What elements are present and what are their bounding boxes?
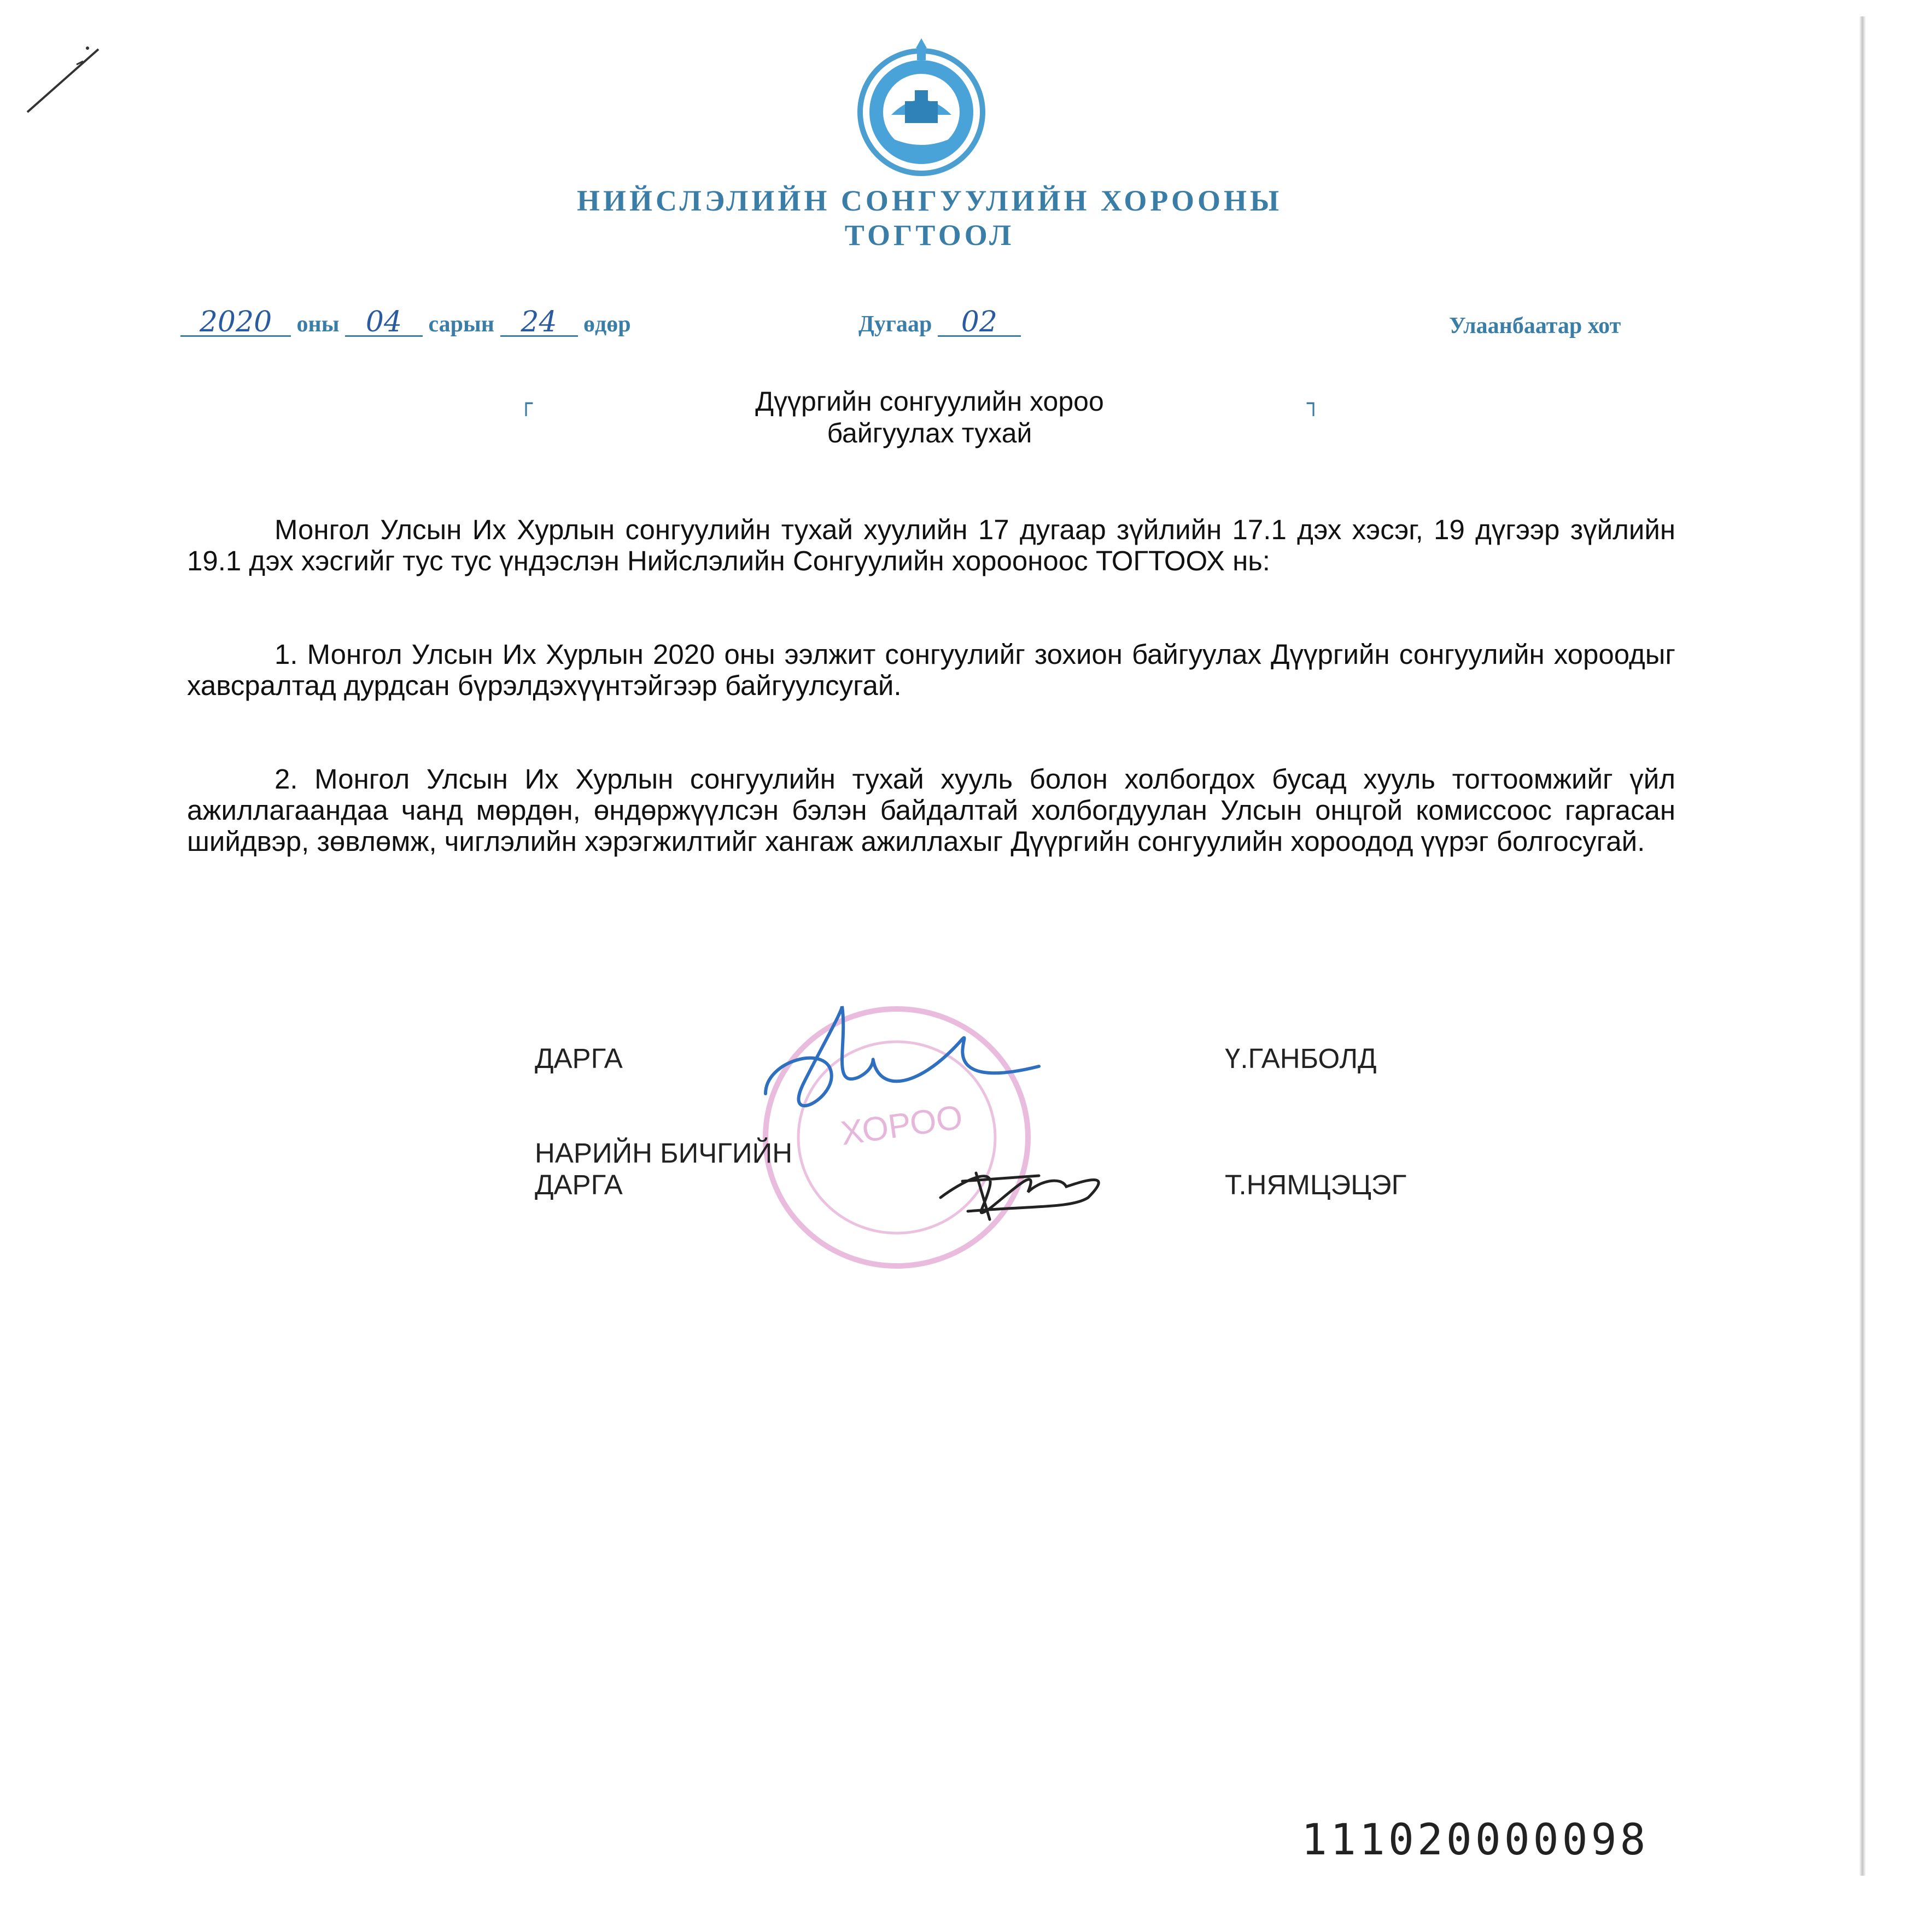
date-day: 24: [500, 309, 578, 337]
number-value: 02: [938, 309, 1021, 337]
subject-line1: Дүүргийн сонгуулийн хороо: [755, 386, 1104, 417]
subject-line2: байгуулах тухай: [827, 418, 1032, 448]
number-label: Дугаар: [858, 312, 932, 337]
bracket-left-icon: ┌: [519, 391, 533, 416]
header-title-line2: ТОГТООЛ: [844, 219, 1015, 252]
subject: [601, 386, 1258, 449]
resolution-number: [858, 306, 1021, 338]
document-serial-number: 111020000098: [1301, 1816, 1649, 1865]
date-line: [180, 306, 631, 338]
paragraph-item-1: 1. Монгол Улсын Их Хурлын 2020 оны ээлжит сонгуулийг зохион байгуулах Дүүргийн сонгуулийн хороодыг хавсралтад дурдсан бүрэлдэхүүнтэйгээр байгуулсугай.: [187, 639, 1675, 701]
body-item-2: [187, 763, 1675, 857]
date-year-suffix: оны: [296, 312, 340, 337]
seal-text: ХОРОО: [838, 1098, 965, 1153]
paragraph-item-2: 2. Монгол Улсын Их Хурлын сонгуулийн тухай хууль болон холбогдох бусад хууль тогтоомжийг үйл ажиллагаандаа чанд мөрдөн, өндөржүүлсэн бэлэн байдалтай холбогдуулан Улсын онцгой комиссоос гаргасан шийдвэр, зөвлөмж, чиглэлийн хэрэгжилтийг хангаж ажиллахыг Дүүргийн сонгуулийн хороодод үүрэг болгосугай.: [187, 763, 1675, 857]
body-preamble: [187, 514, 1675, 576]
date-month: 04: [345, 309, 423, 337]
place: Улаанбаатар хот: [1449, 313, 1621, 338]
date-day-suffix: өдөр: [583, 312, 631, 337]
state-emblem-icon: [850, 38, 992, 180]
date-year: 2020: [180, 309, 291, 337]
paragraph-preamble: Монгол Улсын Их Хурлын сонгуулийн тухай хуулийн 17 дугаар зүйлийн 17.1 дэх хэсэг, 19 дүгээр зүйлийн 19.1 дэх хэсгийг тус тус үндэслэн Нийслэлийн Сонгуулийн хорооноос ТОГТООХ нь:: [187, 514, 1675, 576]
scan-edge-shadow: [1859, 16, 1866, 1876]
signer-2-title: [535, 1137, 792, 1201]
bracket-right-icon: ┐: [1307, 391, 1321, 416]
signer-1-title: ДАРГА: [535, 1043, 623, 1074]
signer-2-title-line2: ДАРГА: [535, 1169, 623, 1200]
signer-2-title-line1: НАРИЙН БИЧГИЙН: [535, 1137, 793, 1169]
date-month-suffix: сарын: [428, 312, 495, 337]
body-item-1: [187, 639, 1675, 701]
signer-2-name: Т.НЯМЦЭЦЭГ: [1225, 1169, 1407, 1200]
header-title-line1: НИЙСЛЭЛИЙН СОНГУУЛИЙН ХОРООНЫ: [576, 184, 1283, 217]
signer-1-name: Ү.ГАНБОЛД: [1225, 1043, 1377, 1074]
pen-mark-icon: [22, 38, 104, 120]
